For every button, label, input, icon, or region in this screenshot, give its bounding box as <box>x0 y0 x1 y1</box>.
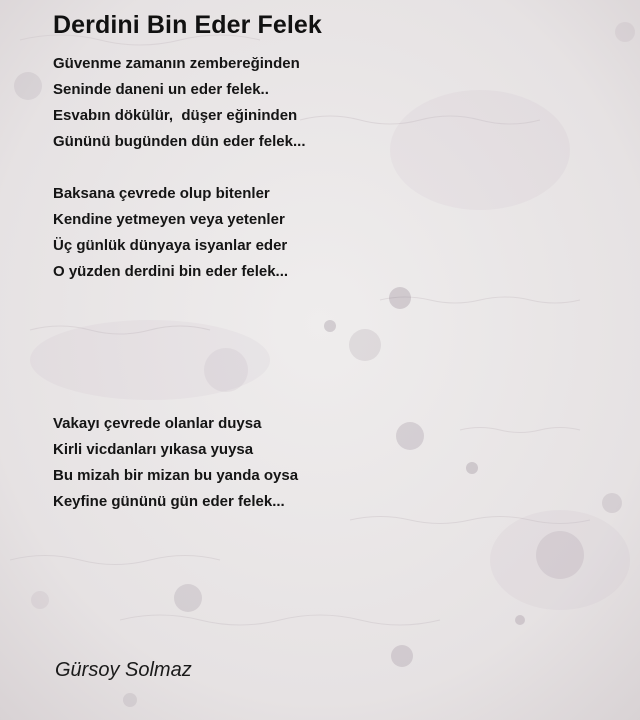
poem-line: Gününü bugünden dün eder felek... <box>53 133 306 150</box>
poem-stanza-1 <box>53 51 306 155</box>
poem-line: Kendine yetmeyen veya yetenler <box>53 211 285 228</box>
poem-author: Gürsoy Solmaz <box>55 659 192 681</box>
poem-line: Üç günlük dünyaya isyanlar eder <box>53 237 288 254</box>
poem-stanza-3 <box>53 411 298 515</box>
poem-line: Esvabın dökülür, düşer eğininden <box>53 107 298 124</box>
poem-line: Bu mizah bir mizan bu yanda oysa <box>53 467 299 484</box>
poem-line: Keyfine gününü gün eder felek... <box>53 493 285 510</box>
poem-stanza-2 <box>53 181 288 285</box>
poem-line: Baksana çevrede olup bitenler <box>53 185 270 202</box>
poem-line: Seninde daneni un eder felek.. <box>53 81 269 98</box>
poem-line: Kirli vicdanları yıkasa yuysa <box>53 441 254 458</box>
poem-title: Derdini Bin Eder Felek <box>53 11 322 39</box>
poem-line: Vakayı çevrede olanlar duysa <box>53 415 262 432</box>
poem-line: Güvenme zamanın zembereğinden <box>53 55 300 72</box>
poem-line: O yüzden derdini bin eder felek... <box>53 263 289 280</box>
